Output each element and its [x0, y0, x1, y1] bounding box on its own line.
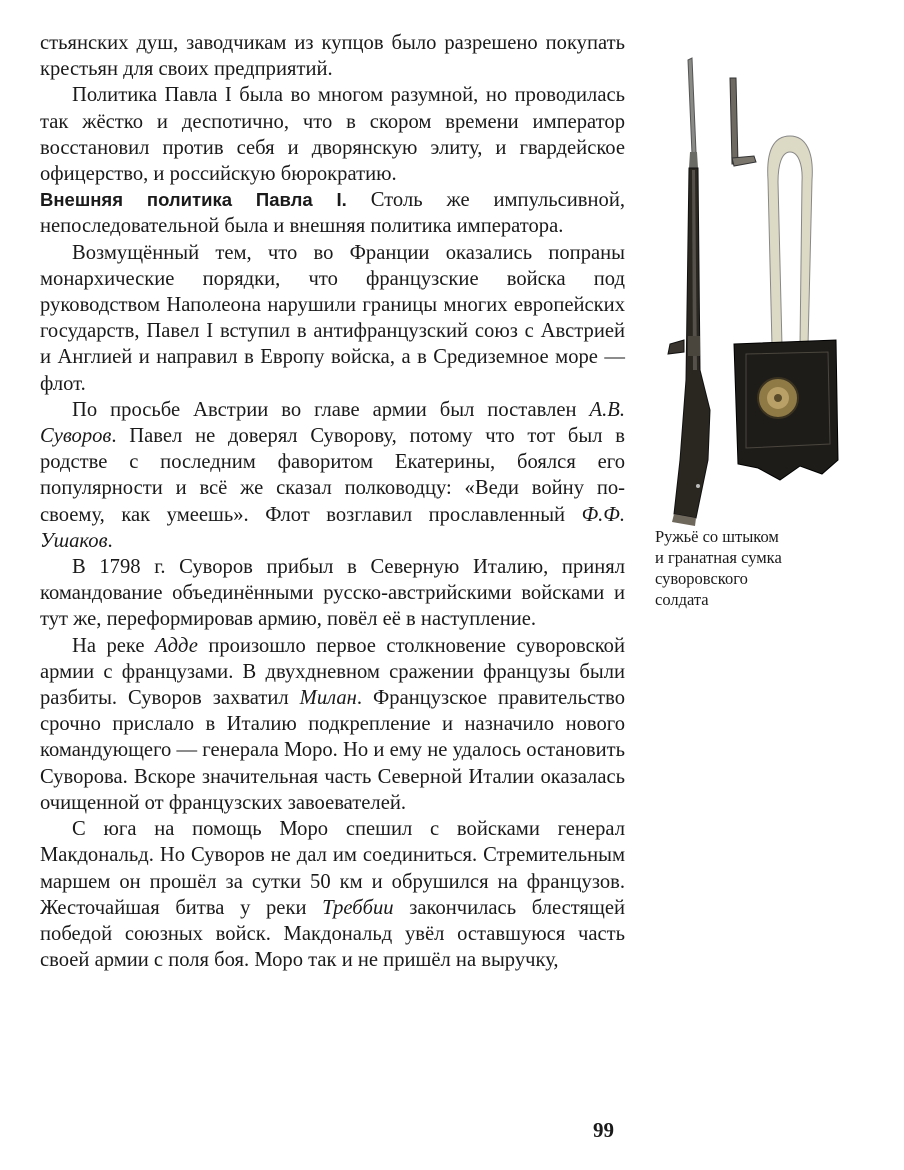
paragraph-5 — [40, 397, 625, 554]
paragraph-8-text-b: закончилась блестящей победой союзных войск. Макдональд увёл оставшуюся часть своей армии с поля боя. Моро так и не пришёл на выручку, — [40, 896, 625, 972]
italic-name-suvorov: А.В. Суворов — [40, 398, 625, 448]
paragraph-8 — [40, 816, 625, 973]
italic-place-trebbia: Треббии — [322, 896, 394, 919]
italic-place-adda: Адде — [155, 634, 198, 657]
paragraph-3-text: Столь же импульсивной, непоследовательной была и внешняя политика императора. — [40, 189, 625, 238]
paragraph-8-text-a: С юга на помощь Моро спешил с войсками генерал Макдональд. Но Суворов не дал им соединиться. Стремительным маршем он прошёл за сутки 50 км и обрушился на французов. Жесточайшая битва у реки — [40, 818, 625, 919]
italic-place-milan: Милан — [299, 687, 357, 710]
paragraph-1: стьянских душ, заводчикам из купцов было разрешено покупать крестьян для своих предприятий. — [40, 32, 625, 81]
paragraph-2: Политика Павла I была во многом разумной, но проводилась так жёстко и деспотично, что в скором времени император восстановил против себя и дворянскую элиту, и гвардейское офицерство, и российскую бюрократию. — [40, 84, 625, 186]
main-text-column — [40, 30, 625, 973]
paragraph-6: В 1798 г. Суворов прибыл в Северную Италию, принял командование объединёнными русско-австрийскими войсками и тут же, переформировав армию, повёл её в наступление. — [40, 556, 625, 631]
section-heading: Внешняя политика Павла I. — [40, 189, 347, 211]
paragraph-3 — [40, 187, 625, 239]
paragraph-4: Возмущённый тем, что во Франции оказались попраны монархические порядки, что французские войска под руководством Наполеона нарушили границы многих европейских государств, Павел I вступил в антифранцузский союз с Австрией и Англией и направил в Европу войска, а в Средиземное море — флот. — [40, 241, 625, 395]
caption-line-4: солдата — [655, 590, 709, 609]
paragraph-7-text-a: На реке — [72, 634, 156, 657]
caption-line-2: и гранатная сумка — [655, 548, 782, 567]
caption-line-1: Ружьё со штыком — [655, 527, 779, 546]
paragraph-7-text-c: . Французское правительство срочно прислало в Италию подкрепление и назначило нового командующего — генерала Моро. Но и ему не удалось остановить Суворова. Вскоре значительная часть Северной Италии оказалась очищенной от французских завоевателей. — [40, 687, 625, 814]
bayonet-with-scabbard — [730, 78, 756, 166]
figure-caption — [655, 526, 875, 610]
grenade-bag — [734, 136, 838, 480]
musket-and-grenade-bag-illustration — [650, 40, 850, 530]
paragraph-7-text-b: произошло первое столкновение суворовской армии с французами. В двухдневном сражении французы были разбиты. Суворов захватил — [40, 634, 625, 710]
page-number: 99 — [593, 1118, 614, 1142]
paragraph-5-text-a: По просьбе Австрии во главе армии был поставлен — [72, 398, 590, 421]
paragraph-5-text-c: . — [107, 529, 113, 552]
paragraph-5-text-b: . Павел не доверял Суворову, потому что тот был в родстве с последним фаворитом Екатерины, боялся его популярности и всё же сказал полководцу: «Веди войну по-своему, как умеешь». Флот возглавил прославленный — [40, 425, 625, 526]
italic-name-ushakov: Ф.Ф. Ушаков — [40, 503, 625, 552]
musket-with-bayonet — [668, 58, 710, 526]
paragraph-7 — [40, 633, 625, 816]
caption-line-3: суворовского — [655, 569, 748, 588]
